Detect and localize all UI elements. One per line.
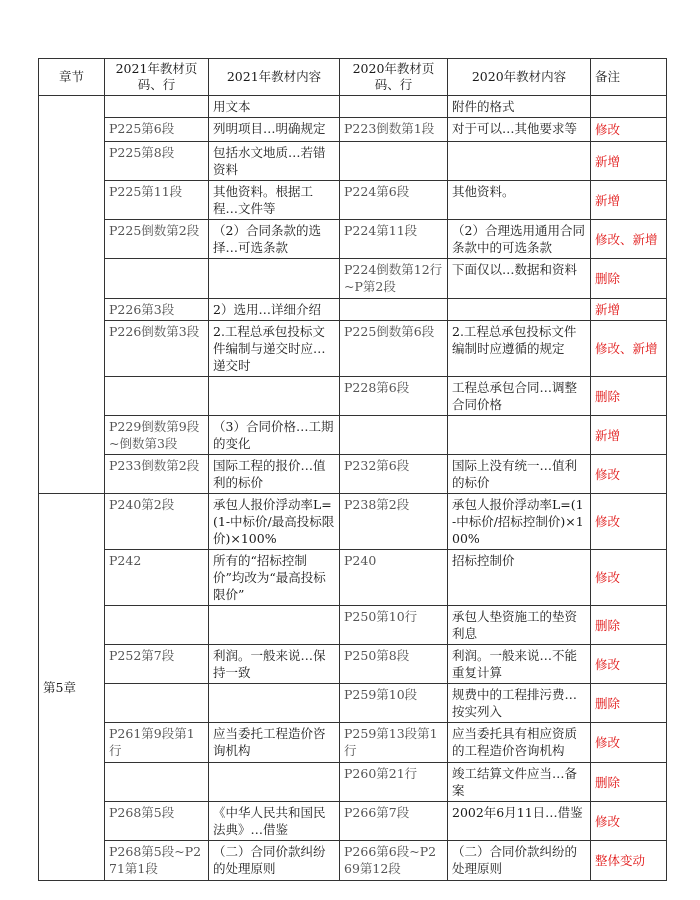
- change-note: 修改: [591, 118, 667, 142]
- content-2020: 承包人报价浮动率L=(1-中标价/招标控制价)×100%: [448, 494, 591, 550]
- content-2021: 应当委托工程造价咨询机构: [209, 723, 340, 763]
- content-2021: 列明项目…明确规定: [209, 118, 340, 142]
- content-2020: 对于可以…其他要求等: [448, 118, 591, 142]
- content-2020: 规费中的工程排污费…按实列入: [448, 684, 591, 723]
- change-note: 修改: [591, 645, 667, 684]
- page-2020: P240: [340, 550, 448, 606]
- table-row: [39, 763, 667, 802]
- header-row: [39, 59, 667, 96]
- content-2021: 《中华人民共和国民法典》…借鉴: [209, 802, 340, 841]
- change-note: 修改: [591, 723, 667, 763]
- change-note: 删除: [591, 606, 667, 645]
- page-2020: P224第6段: [340, 181, 448, 220]
- page-2020: P260第21行: [340, 763, 448, 802]
- page-2021: [105, 606, 209, 645]
- table-row: [39, 377, 667, 416]
- page-2020: [340, 416, 448, 455]
- page-2021: P225第11段: [105, 181, 209, 220]
- change-note: 新增: [591, 416, 667, 455]
- content-2021: 2）选用…详细介绍: [209, 299, 340, 321]
- table-row: [39, 684, 667, 723]
- table-row: [39, 841, 667, 881]
- content-2020: 承包人垫资施工的垫资利息: [448, 606, 591, 645]
- page-2020: P224倒数第12行~P第2段: [340, 259, 448, 299]
- table-row: [39, 416, 667, 455]
- page-2021: [105, 763, 209, 802]
- page-2021: [105, 259, 209, 299]
- table-row: [39, 606, 667, 645]
- table-row: [39, 259, 667, 299]
- content-2021: [209, 377, 340, 416]
- change-note: 修改、新增: [591, 321, 667, 377]
- page-2021: [105, 377, 209, 416]
- page-2020: [340, 96, 448, 118]
- table-row: [39, 494, 667, 550]
- content-2021: 承包人报价浮动率L=(1-中标价/最高投标限价)×100%: [209, 494, 340, 550]
- content-2021: （2）合同条款的选择…可选条款: [209, 220, 340, 259]
- content-2021: [209, 259, 340, 299]
- content-2020: （二）合同价款纠纷的处理原则: [448, 841, 591, 881]
- page-2020: P223倒数第1段: [340, 118, 448, 142]
- content-2021: [209, 763, 340, 802]
- content-2020: 国际上没有统一…值利的标价: [448, 455, 591, 494]
- table-row: [39, 118, 667, 142]
- content-2020: 应当委托具有相应资质的工程造价咨询机构: [448, 723, 591, 763]
- content-2020: 其他资料。: [448, 181, 591, 220]
- change-note: 修改、新增: [591, 220, 667, 259]
- page-2020: P250第8段: [340, 645, 448, 684]
- content-2020: 附件的格式: [448, 96, 591, 118]
- page-2021: P225倒数第2段: [105, 220, 209, 259]
- chapter-cell-blank: [39, 96, 105, 494]
- change-note: 修改: [591, 455, 667, 494]
- header-2020-page: 2020年教材页码、行: [340, 59, 448, 96]
- content-2021: [209, 684, 340, 723]
- change-note: 修改: [591, 494, 667, 550]
- page-2021: P226倒数第3段: [105, 321, 209, 377]
- page-2020: P259第10段: [340, 684, 448, 723]
- table-row: [39, 181, 667, 220]
- page-2021: P268第5段~P271第1段: [105, 841, 209, 881]
- content-2020: [448, 416, 591, 455]
- table-row: [39, 299, 667, 321]
- content-2020: 2002年6月11日…借鉴: [448, 802, 591, 841]
- page-2020: P250第10行: [340, 606, 448, 645]
- header-2021-page: 2021年教材页码、行: [105, 59, 209, 96]
- table-row: [39, 455, 667, 494]
- page-2021: P226第3段: [105, 299, 209, 321]
- table-row: [39, 142, 667, 181]
- content-2021: 2.工程总承包投标文件编制与递交时应…递交时: [209, 321, 340, 377]
- change-note: [591, 96, 667, 118]
- content-2020: 2.工程总承包投标文件编制时应遵循的规定: [448, 321, 591, 377]
- page-2020: P238第2段: [340, 494, 448, 550]
- content-2020: 招标控制价: [448, 550, 591, 606]
- table-row: [39, 220, 667, 259]
- change-note: 删除: [591, 763, 667, 802]
- content-2020: （2）合理选用通用合同条款中的可选条款: [448, 220, 591, 259]
- header-chapter: 章节: [39, 59, 105, 96]
- content-2020: 工程总承包合同…调整合同价格: [448, 377, 591, 416]
- header-2021-content: 2021年教材内容: [209, 59, 340, 96]
- table-row: [39, 550, 667, 606]
- content-2021: 包括水文地质…若错资料: [209, 142, 340, 181]
- page-2020: P224第11段: [340, 220, 448, 259]
- header-2020-content: 2020年教材内容: [448, 59, 591, 96]
- page-2021: [105, 684, 209, 723]
- change-note: 删除: [591, 684, 667, 723]
- content-2020: [448, 299, 591, 321]
- content-2021: 利润。一般来说…保持一致: [209, 645, 340, 684]
- chapter-label: 第5章: [39, 494, 105, 881]
- table-row: [39, 723, 667, 763]
- table-row: [39, 96, 667, 118]
- page-2021: P252第7段: [105, 645, 209, 684]
- page-2020: P232第6段: [340, 455, 448, 494]
- content-2021: 其他资料。根据工程…文件等: [209, 181, 340, 220]
- content-2021: （3）合同价格…工期的变化: [209, 416, 340, 455]
- page-2020: P266第6段~P269第12段: [340, 841, 448, 881]
- change-note: 删除: [591, 259, 667, 299]
- content-2021: 国际工程的报价…值利的标价: [209, 455, 340, 494]
- page-2020: [340, 142, 448, 181]
- page-2020: P259第13段第1行: [340, 723, 448, 763]
- table-row: [39, 645, 667, 684]
- page-2020: P266第7段: [340, 802, 448, 841]
- page-2021: [105, 96, 209, 118]
- page-2021: P225第8段: [105, 142, 209, 181]
- page-2021: P261第9段第1行: [105, 723, 209, 763]
- change-note: 修改: [591, 550, 667, 606]
- table-row: [39, 802, 667, 841]
- page-2021: P233倒数第2段: [105, 455, 209, 494]
- page-2020: P225倒数第6段: [340, 321, 448, 377]
- content-2020: 利润。一般来说…不能重复计算: [448, 645, 591, 684]
- content-2020: 下面仅以…数据和资料: [448, 259, 591, 299]
- content-2021: （二）合同价款纠纷的处理原则: [209, 841, 340, 881]
- change-note: 整体变动: [591, 841, 667, 881]
- page-2020: [340, 299, 448, 321]
- content-2021: [209, 606, 340, 645]
- change-note: 新增: [591, 181, 667, 220]
- change-note: 修改: [591, 802, 667, 841]
- content-2020: [448, 142, 591, 181]
- change-note: 删除: [591, 377, 667, 416]
- change-note: 新增: [591, 299, 667, 321]
- page-2021: P268第5段: [105, 802, 209, 841]
- textbook-comparison-table: [38, 58, 667, 881]
- table-row: [39, 321, 667, 377]
- page-2021: P229倒数第9段~倒数第3段: [105, 416, 209, 455]
- page-2021: P242: [105, 550, 209, 606]
- content-2021: 所有的“招标控制价”均改为“最高投标限价”: [209, 550, 340, 606]
- page-2021: P240第2段: [105, 494, 209, 550]
- content-2021: 用文本: [209, 96, 340, 118]
- page-2021: P225第6段: [105, 118, 209, 142]
- change-note: 新增: [591, 142, 667, 181]
- content-2020: 竣工结算文件应当…备案: [448, 763, 591, 802]
- page-2020: P228第6段: [340, 377, 448, 416]
- header-note: 备注: [591, 59, 667, 96]
